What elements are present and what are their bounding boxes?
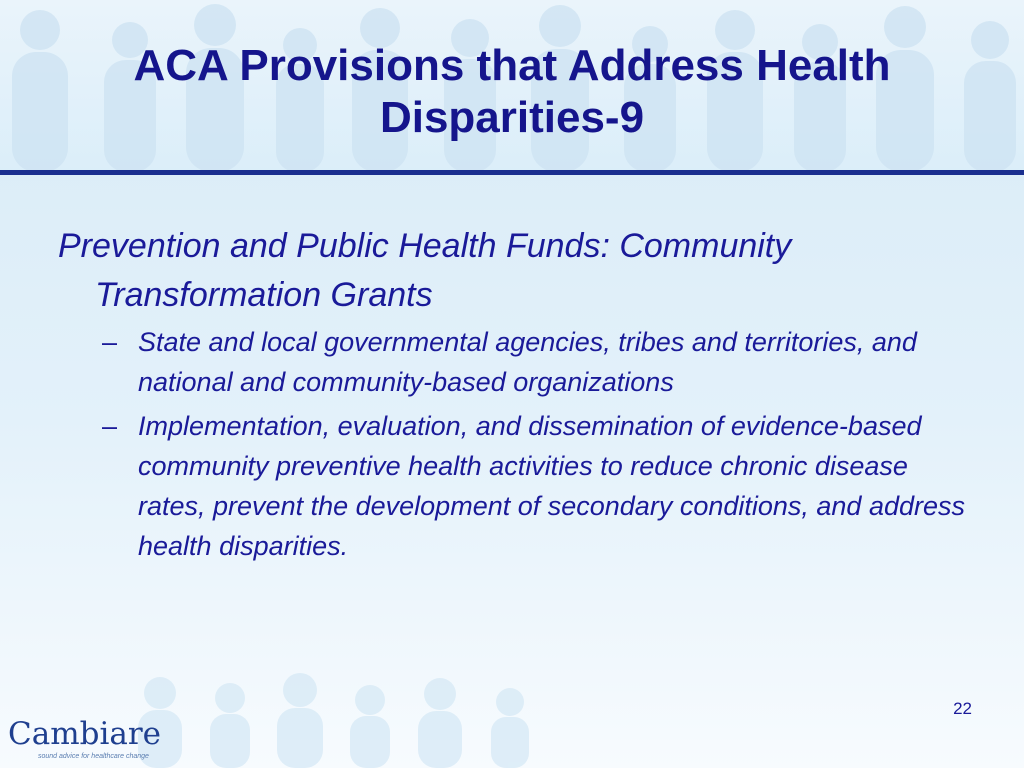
slide-body: [58, 222, 968, 570]
dash-marker: –: [102, 327, 118, 357]
title-rule: [0, 170, 1024, 175]
bullet-text: State and local governmental agencies, tribes and territories, and national and community-based organizations: [138, 327, 917, 397]
bullet-text: Implementation, evaluation, and dissemination of evidence-based community preventive health activities to reduce chronic disease rates, prevent the development of secondary conditions, and address health disparities.: [138, 411, 966, 561]
bullet-item: [102, 406, 968, 566]
logo-wordmark: Cambiare: [8, 716, 162, 752]
logo-tagline: sound advice for healthcare change: [38, 753, 149, 760]
bullet-item: [102, 322, 968, 402]
bullet-list: [58, 322, 968, 566]
cambiare-logo: [8, 716, 162, 764]
page-number: 22: [953, 699, 972, 718]
dash-marker: –: [102, 411, 118, 441]
section-heading: Prevention and Public Health Funds: Community Transformation Grants: [58, 227, 792, 314]
slide-title: ACA Provisions that Address Health Disparities-9: [133, 41, 891, 142]
